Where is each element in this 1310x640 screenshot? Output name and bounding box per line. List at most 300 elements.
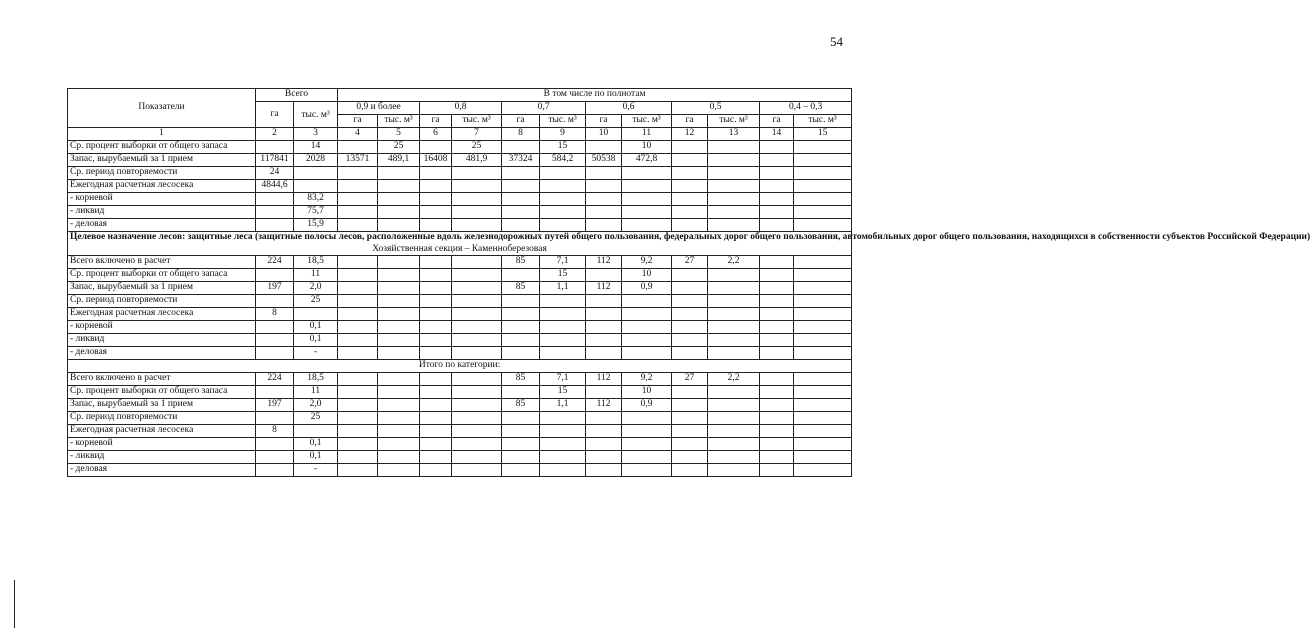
column-number: 4 — [338, 128, 378, 141]
table-cell: 9,2 — [622, 373, 672, 386]
table-cell: 8 — [256, 308, 294, 321]
table-cell — [256, 269, 294, 282]
table-cell: 27 — [672, 373, 708, 386]
page-number: 54 — [830, 34, 843, 49]
table-cell — [586, 219, 622, 232]
table-cell — [622, 308, 672, 321]
table-cell — [540, 451, 586, 464]
column-number: 6 — [420, 128, 452, 141]
table-cell — [540, 321, 586, 334]
header-indicators: Показатели — [68, 89, 256, 128]
table-cell — [338, 269, 378, 282]
table-cell — [794, 321, 852, 334]
table-cell — [452, 256, 502, 269]
table-cell — [672, 347, 708, 360]
subheader-ha: га — [338, 115, 378, 128]
table-cell — [760, 219, 794, 232]
subheader-ha: га — [760, 115, 794, 128]
table-cell: 10 — [622, 386, 672, 399]
subheader-thous-m3: тыс. м³ — [708, 115, 760, 128]
table-cell: 197 — [256, 399, 294, 412]
header-including: В том числе по полнотам — [338, 89, 852, 102]
table-cell — [420, 451, 452, 464]
table-cell — [452, 464, 502, 477]
table-row — [68, 269, 852, 282]
table-cell — [256, 193, 294, 206]
table-cell: 15 — [540, 386, 586, 399]
table-cell — [622, 347, 672, 360]
column-number: 5 — [378, 128, 420, 141]
column-number: 12 — [672, 128, 708, 141]
column-number: 15 — [794, 128, 852, 141]
table-row — [68, 386, 852, 399]
table-cell — [672, 334, 708, 347]
table-cell — [672, 308, 708, 321]
table-cell — [586, 295, 622, 308]
table-cell — [256, 438, 294, 451]
table-cell — [794, 464, 852, 477]
table-cell — [420, 321, 452, 334]
table-cell — [586, 308, 622, 321]
table-cell: 0,1 — [294, 334, 338, 347]
header-ha: га — [256, 102, 294, 128]
table-cell — [586, 386, 622, 399]
table-cell — [420, 334, 452, 347]
table-cell — [672, 180, 708, 193]
table-cell: 18,5 — [294, 256, 338, 269]
table-cell — [420, 308, 452, 321]
table-cell: 117841 — [256, 154, 294, 167]
table-cell: 16408 — [420, 154, 452, 167]
table-cell — [338, 373, 378, 386]
table-cell — [672, 193, 708, 206]
subheader-thous-m3: тыс. м³ — [540, 115, 586, 128]
table-cell — [256, 412, 294, 425]
table-row — [68, 464, 852, 477]
table-cell — [420, 438, 452, 451]
table-cell: 50538 — [586, 154, 622, 167]
table-cell — [708, 167, 760, 180]
table-cell — [378, 347, 420, 360]
table-cell: 11 — [294, 269, 338, 282]
table-cell — [378, 321, 420, 334]
table-cell — [420, 399, 452, 412]
table-cell — [502, 425, 540, 438]
table-cell — [338, 321, 378, 334]
table-cell: 83,2 — [294, 193, 338, 206]
row-label: Ср. период повторяемости — [68, 167, 256, 180]
table-cell: - — [294, 347, 338, 360]
table-cell — [794, 206, 852, 219]
table-row — [68, 295, 852, 308]
table-cell — [760, 464, 794, 477]
table-cell — [760, 451, 794, 464]
table-cell — [378, 386, 420, 399]
table-cell — [420, 386, 452, 399]
table-cell — [760, 308, 794, 321]
table-cell — [794, 167, 852, 180]
table-cell — [586, 425, 622, 438]
subheader-ha: га — [420, 115, 452, 128]
table-cell — [452, 219, 502, 232]
table-cell — [338, 193, 378, 206]
table-cell — [378, 219, 420, 232]
subheader-thous-m3: тыс. м³ — [622, 115, 672, 128]
table-cell — [256, 295, 294, 308]
table-cell: 15 — [540, 269, 586, 282]
row-label: Ежегодная расчетная лесосека — [68, 308, 256, 321]
table-cell — [760, 399, 794, 412]
table-cell: 25 — [452, 141, 502, 154]
table-cell — [338, 438, 378, 451]
table-cell — [338, 141, 378, 154]
table-cell — [540, 180, 586, 193]
table-row — [68, 373, 852, 386]
table-cell — [502, 438, 540, 451]
table-cell — [794, 451, 852, 464]
table-cell — [502, 464, 540, 477]
table-cell — [708, 141, 760, 154]
table-cell — [378, 295, 420, 308]
table-cell — [622, 206, 672, 219]
table-cell — [586, 321, 622, 334]
table-cell — [294, 425, 338, 438]
row-label: - ликвид — [68, 451, 256, 464]
table-cell — [708, 334, 760, 347]
table-cell — [672, 412, 708, 425]
table-cell — [708, 219, 760, 232]
table-cell — [378, 412, 420, 425]
row-label: - корневой — [68, 438, 256, 451]
table-cell — [540, 347, 586, 360]
table-cell: 14 — [294, 141, 338, 154]
table-cell — [502, 167, 540, 180]
forest-table — [67, 88, 1310, 477]
table-cell — [338, 167, 378, 180]
table-cell: 112 — [586, 256, 622, 269]
table-cell — [452, 347, 502, 360]
table-cell — [708, 425, 760, 438]
table-cell: 25 — [294, 295, 338, 308]
table-cell — [586, 412, 622, 425]
table-cell — [452, 399, 502, 412]
table-cell: 112 — [586, 399, 622, 412]
margin-line — [14, 580, 15, 628]
table-cell — [760, 180, 794, 193]
table-cell — [420, 464, 452, 477]
table-cell — [338, 206, 378, 219]
table-cell: 1,1 — [540, 282, 586, 295]
table-cell — [708, 386, 760, 399]
table-cell — [420, 141, 452, 154]
density-1: 0,8 — [420, 102, 502, 115]
row-label: - деловая — [68, 347, 256, 360]
table-row — [68, 180, 852, 193]
table-cell — [540, 308, 586, 321]
table-cell: 7,1 — [540, 256, 586, 269]
table-cell: 25 — [294, 412, 338, 425]
table-cell: 13571 — [338, 154, 378, 167]
column-number: 14 — [760, 128, 794, 141]
table-cell — [420, 219, 452, 232]
row-label: Ср. процент выборки от общего запаса — [68, 386, 256, 399]
column-number: 3 — [294, 128, 338, 141]
table-cell: 489,1 — [378, 154, 420, 167]
row-label: Всего включено в расчет — [68, 373, 256, 386]
table-row — [68, 154, 852, 167]
table-cell — [760, 141, 794, 154]
row-label: Ср. процент выборки от общего запаса — [68, 269, 256, 282]
table-cell — [540, 295, 586, 308]
table-cell — [338, 347, 378, 360]
table-cell — [378, 373, 420, 386]
table-cell — [338, 334, 378, 347]
table-cell: 197 — [256, 282, 294, 295]
table-cell — [420, 206, 452, 219]
table-cell — [420, 167, 452, 180]
table-cell — [452, 269, 502, 282]
table-cell — [540, 206, 586, 219]
row-label: - деловая — [68, 219, 256, 232]
table-cell — [256, 451, 294, 464]
table-cell — [708, 464, 760, 477]
table-cell — [338, 295, 378, 308]
table-row — [68, 206, 852, 219]
table-cell — [338, 386, 378, 399]
table-cell — [622, 334, 672, 347]
table-cell — [420, 373, 452, 386]
table-cell — [672, 464, 708, 477]
table-cell — [708, 154, 760, 167]
row-label: Запас, вырубаемый за 1 прием — [68, 282, 256, 295]
table-cell — [256, 219, 294, 232]
table-cell: 224 — [256, 256, 294, 269]
table-cell — [672, 282, 708, 295]
table-cell — [760, 425, 794, 438]
table-cell — [338, 399, 378, 412]
table-cell — [794, 412, 852, 425]
table-cell: 481,9 — [452, 154, 502, 167]
table-cell — [452, 451, 502, 464]
table-cell: 1,1 — [540, 399, 586, 412]
table-cell — [256, 141, 294, 154]
table-cell — [540, 412, 586, 425]
table-cell: 27 — [672, 256, 708, 269]
table-cell — [420, 193, 452, 206]
table-cell — [794, 154, 852, 167]
table-cell — [794, 425, 852, 438]
table-cell — [452, 321, 502, 334]
table-cell — [256, 321, 294, 334]
table-cell — [794, 282, 852, 295]
table-cell: 15 — [540, 141, 586, 154]
table-cell — [672, 399, 708, 412]
table-cell: 18,5 — [294, 373, 338, 386]
column-number: 13 — [708, 128, 760, 141]
table-cell — [794, 219, 852, 232]
table-cell — [452, 180, 502, 193]
table-cell — [420, 282, 452, 295]
table-cell — [420, 425, 452, 438]
table-cell: 85 — [502, 399, 540, 412]
table-cell — [586, 141, 622, 154]
table-cell — [452, 412, 502, 425]
table-cell — [502, 334, 540, 347]
table-cell — [586, 269, 622, 282]
table-cell — [622, 167, 672, 180]
table-cell — [586, 167, 622, 180]
table-cell — [672, 386, 708, 399]
table-cell — [794, 386, 852, 399]
table-cell — [794, 180, 852, 193]
row-label: - корневой — [68, 321, 256, 334]
table-cell: 112 — [586, 373, 622, 386]
table-cell — [378, 451, 420, 464]
table-cell: 37324 — [502, 154, 540, 167]
table-cell: 7,1 — [540, 373, 586, 386]
row-label: Всего включено в расчет — [68, 256, 256, 269]
table-cell — [338, 412, 378, 425]
column-number: 9 — [540, 128, 586, 141]
table-cell — [452, 167, 502, 180]
table-cell: 472,8 — [622, 154, 672, 167]
table-cell — [502, 308, 540, 321]
table-cell: 2,0 — [294, 399, 338, 412]
table-cell — [794, 141, 852, 154]
subheader-thous-m3: тыс. м³ — [378, 115, 420, 128]
table-cell — [672, 269, 708, 282]
table-cell — [540, 193, 586, 206]
table-cell: 25 — [378, 141, 420, 154]
table-cell — [622, 180, 672, 193]
table-cell: 0,9 — [622, 399, 672, 412]
table-cell — [586, 347, 622, 360]
table-cell — [586, 334, 622, 347]
row-label: Ср. период повторяемости — [68, 412, 256, 425]
table-cell: 0,9 — [622, 282, 672, 295]
table-cell — [502, 180, 540, 193]
table-cell — [622, 321, 672, 334]
table-cell — [256, 386, 294, 399]
table-cell — [672, 321, 708, 334]
table-cell — [338, 425, 378, 438]
table-cell — [794, 269, 852, 282]
table-cell — [452, 373, 502, 386]
table-cell — [708, 308, 760, 321]
table-cell — [378, 399, 420, 412]
table-cell — [452, 295, 502, 308]
table-cell — [672, 425, 708, 438]
table-cell — [672, 219, 708, 232]
table-cell — [760, 295, 794, 308]
row-label: - деловая — [68, 464, 256, 477]
row-label: Ежегодная расчетная лесосека — [68, 425, 256, 438]
table-cell — [760, 269, 794, 282]
table-cell — [540, 219, 586, 232]
table-cell — [502, 219, 540, 232]
table-cell — [672, 167, 708, 180]
table-row — [68, 219, 852, 232]
table-cell — [708, 412, 760, 425]
table-row — [68, 334, 852, 347]
table-cell — [378, 282, 420, 295]
table-cell — [794, 438, 852, 451]
table-cell — [586, 206, 622, 219]
table-cell — [794, 193, 852, 206]
table-cell: 0,1 — [294, 438, 338, 451]
table-cell — [294, 308, 338, 321]
table-cell — [672, 295, 708, 308]
table-cell — [760, 321, 794, 334]
table-cell — [760, 193, 794, 206]
table-cell — [708, 295, 760, 308]
table-cell — [622, 193, 672, 206]
table-cell — [378, 206, 420, 219]
table-cell — [420, 347, 452, 360]
column-number: 7 — [452, 128, 502, 141]
table-cell — [760, 282, 794, 295]
table-cell — [452, 308, 502, 321]
table-cell — [622, 438, 672, 451]
table-cell — [502, 295, 540, 308]
row-label: - ликвид — [68, 334, 256, 347]
table-cell — [338, 256, 378, 269]
table-cell — [378, 425, 420, 438]
table-cell — [672, 206, 708, 219]
table-cell — [502, 451, 540, 464]
table-cell — [502, 206, 540, 219]
table-row — [68, 438, 852, 451]
table-cell — [672, 154, 708, 167]
table-cell — [622, 219, 672, 232]
row-label: Ср. период повторяемости — [68, 295, 256, 308]
table-cell — [502, 193, 540, 206]
subheader-ha: га — [502, 115, 540, 128]
table-row — [68, 167, 852, 180]
table-cell: 0,1 — [294, 451, 338, 464]
column-number: 8 — [502, 128, 540, 141]
column-number: 11 — [622, 128, 672, 141]
table-row — [68, 321, 852, 334]
section-name: Хозяйственная секция – Каменноберезовая — [372, 243, 547, 254]
table-cell — [586, 180, 622, 193]
table-row — [68, 399, 852, 412]
table-cell — [256, 334, 294, 347]
purpose-text: Целевое назначение лесов: защитные леса (защитные полосы лесов, расположенные вдоль железнодорожных путей общего пользования, федеральных дорог общего пользования, автомобильных дорог общего пользования, находящихся в собственности субъектов Российской Федерации) — [70, 232, 1310, 242]
table-cell — [708, 193, 760, 206]
row-label: Ср. процент выборки от общего запаса — [68, 141, 256, 154]
table-cell — [420, 295, 452, 308]
table-row — [68, 256, 852, 269]
table-cell — [338, 451, 378, 464]
table-cell — [420, 412, 452, 425]
density-3: 0,6 — [586, 102, 672, 115]
table-cell — [256, 464, 294, 477]
table-cell: 224 — [256, 373, 294, 386]
table-cell — [760, 373, 794, 386]
table-cell — [294, 167, 338, 180]
table-cell — [338, 464, 378, 477]
table-cell — [708, 206, 760, 219]
table-cell — [502, 269, 540, 282]
table-row — [68, 308, 852, 321]
table-cell: 2,0 — [294, 282, 338, 295]
table-cell — [708, 321, 760, 334]
table-cell — [760, 412, 794, 425]
table-cell: 8 — [256, 425, 294, 438]
table-cell — [452, 193, 502, 206]
table-cell — [452, 438, 502, 451]
